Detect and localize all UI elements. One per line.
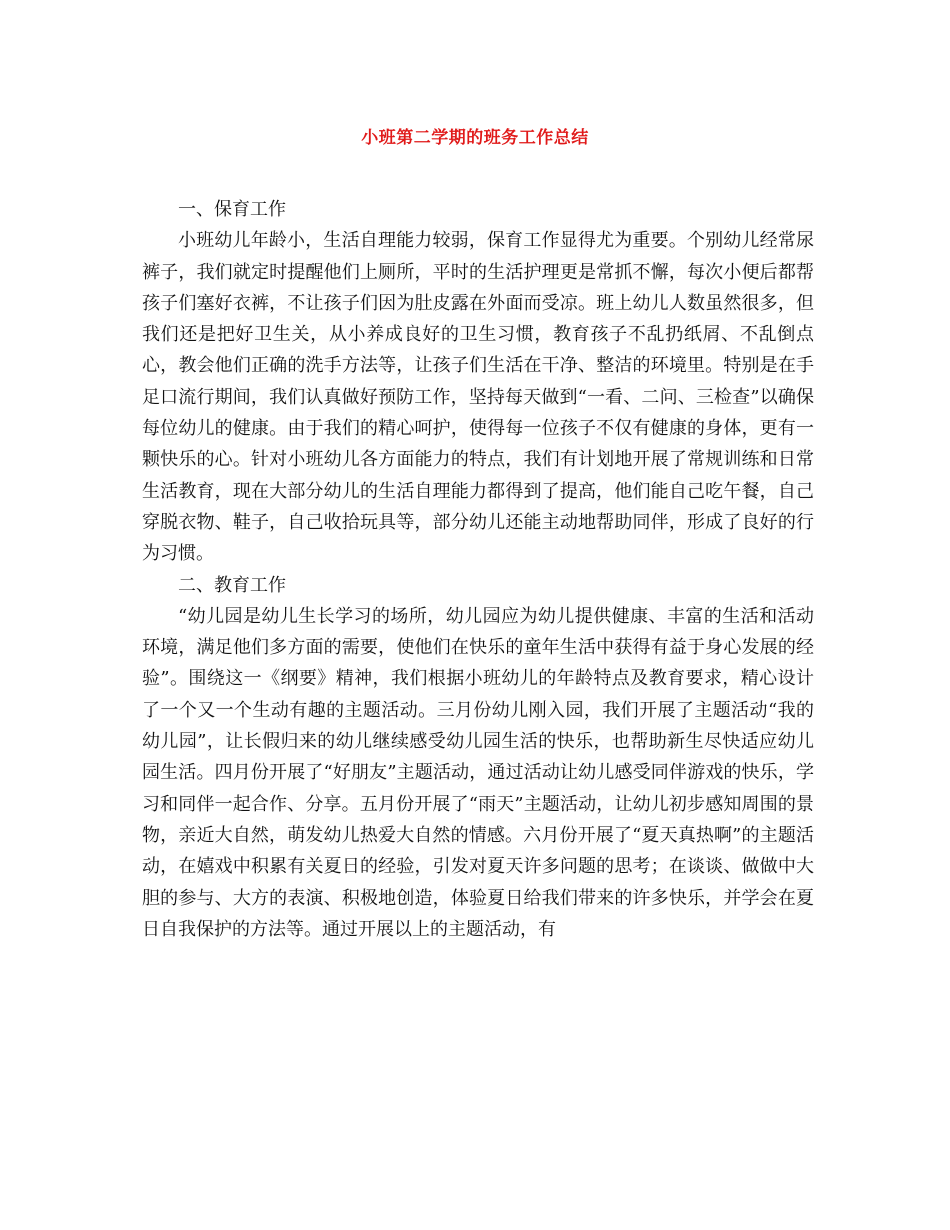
document-title: 小班第二学期的班务工作总结 [361,128,589,148]
document-body [142,194,814,945]
section-heading-education: 二、教育工作 [178,574,286,596]
section-paragraph-childcare: 小班幼儿年龄小，生活自理能力较弱，保育工作显得尤为重要。个别幼儿经常尿裤子，我们就定时提醒他们上厕所，平时的生活护理更是常抓不懈，每次小便后都帮孩子们塞好衣裤，不让孩子们因为肚皮露在外面而受凉。班上幼儿人数虽然很多，但我们还是把好卫生关，从小养成良好的卫生习惯，教育孩子不乱扔纸屑、不乱倒点心，教会他们正确的洗手方法等，让孩子们生活在干净、整洁的环境里。特别是在手足口流行期间，我们认真做好预防工作，坚持每天做到“一看、二问、三检查”以确保每位幼儿的健康。由于我们的精心呵护，使得每一位孩子不仅有健康的身体，更有一颗快乐的心。针对小班幼儿各方面能力的特点，我们有计划地开展了常规训练和日常生活教育，现在大部分幼儿的生活自理能力都得到了提高，他们能自己吃午餐，自己穿脱衣物、鞋子，自己收拾玩具等，部分幼儿还能主动地帮助同伴，形成了良好的行为习惯。 [142,230,814,565]
section-paragraph-education: “幼儿园是幼儿生长学习的场所，幼儿园应为幼儿提供健康、丰富的生活和活动环境，满足他们多方面的需要，使他们在快乐的童年生活中获得有益于身心发展的经验”。围绕这一《纲要》精神，我们根据小班幼儿的年龄特点及教育要求，精心设计了一个又一个生动有趣的主题活动。三月份幼儿刚入园，我们开展了主题活动“我的幼儿园”，让长假归来的幼儿继续感受幼儿园生活的快乐，也帮助新生尽快适应幼儿园生活。四月份开展了“好朋友”主题活动，通过活动让幼儿感受同伴游戏的快乐，学习和同伴一起合作、分享。五月份开展了“雨天”主题活动，让幼儿初步感知周围的景物，亲近大自然，萌发幼儿热爱大自然的情感。六月份开展了“夏天真热啊”的主题活动，在嬉戏中积累有关夏日的经验，引发对夏天许多问题的思考；在谈谈、做做中大胆的参与、大方的表演、积极地创造，体验夏日给我们带来的许多快乐，并学会在夏日自我保护的方法等。通过开展以上的主题活动，有 [142,605,814,940]
section-heading-childcare: 一、保育工作 [178,199,286,220]
